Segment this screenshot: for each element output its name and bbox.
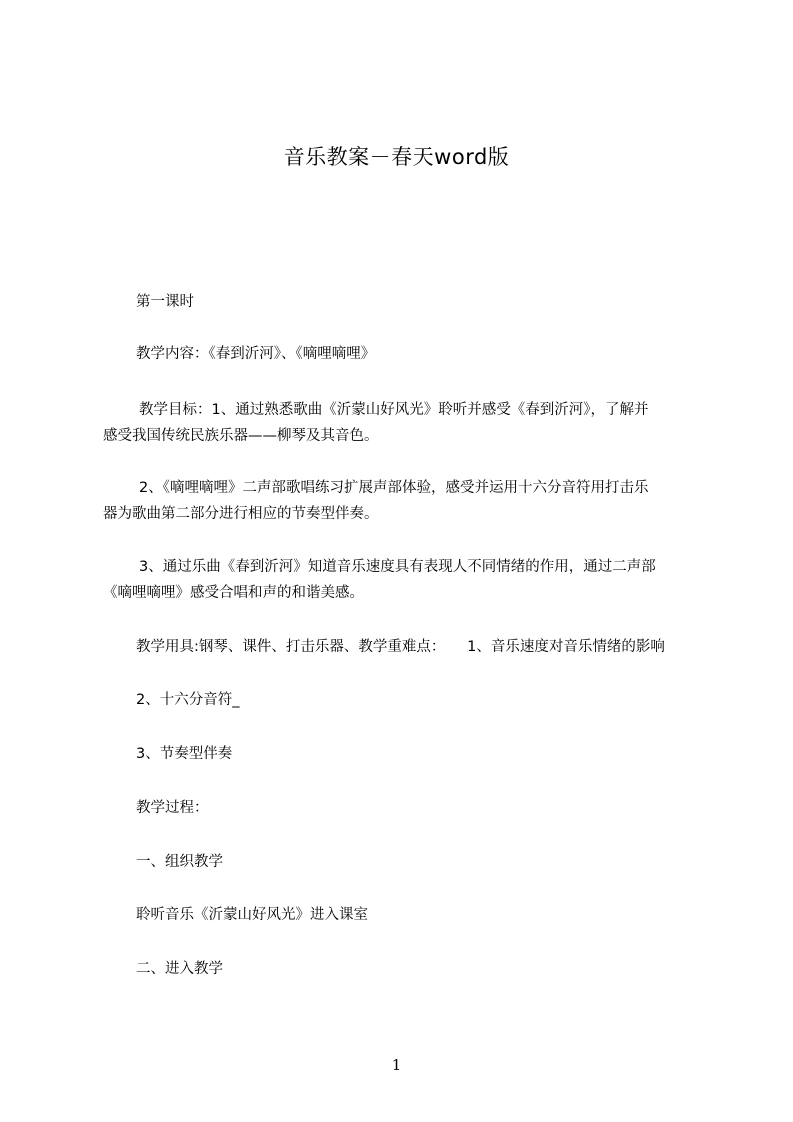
page-number: 1 [391, 1056, 402, 1074]
key-point-3: 3、节奏型伴奏 [136, 746, 233, 762]
step-1-heading: 一、组织教学 [136, 854, 223, 870]
step-2-heading: 二、进入教学 [136, 961, 223, 977]
teaching-process-heading: 教学过程： [136, 800, 209, 816]
step-1-detail: 聆听音乐《沂蒙山好风光》进入课室 [136, 907, 368, 923]
teaching-goal-1-line-2: 感受我国传统民族乐器——柳琴及其音色。 [103, 428, 379, 444]
teaching-goal-2-line-2: 器为歌曲第二部分进行相应的节奏型伴奏。 [103, 506, 379, 522]
teaching-goal-1-line-1: 教学目标：1、通过熟悉歌曲《沂蒙山好风光》聆听并感受《春到沂河》，了解并 [139, 402, 649, 418]
teaching-goal-3-line-1: 3、通过乐曲《春到沂河》知道音乐速度具有表现人不同情绪的作用，通过二声部 [139, 559, 656, 575]
key-point-2: 2、十六分音符_ [136, 692, 240, 708]
document-title: 音乐教案－春天word版 [283, 145, 510, 169]
teaching-goal-2-line-1: 2、《嘀哩嘀哩》二声部歌唱练习扩展声部体验，感受并运用十六分音符用打击乐 [139, 480, 649, 496]
teaching-content: 教学内容：《春到沂河》、《嘀哩嘀哩》 [136, 346, 376, 362]
teaching-tools: 教学用具:钢琴、课件、打击乐器、教学重难点： 1、音乐速度对音乐情绪的影响 [136, 639, 665, 655]
teaching-goal-3-line-2: 《嘀哩嘀哩》感受合唱和声的和谐美感。 [103, 585, 364, 601]
lesson-heading: 第一课时 [136, 294, 194, 310]
